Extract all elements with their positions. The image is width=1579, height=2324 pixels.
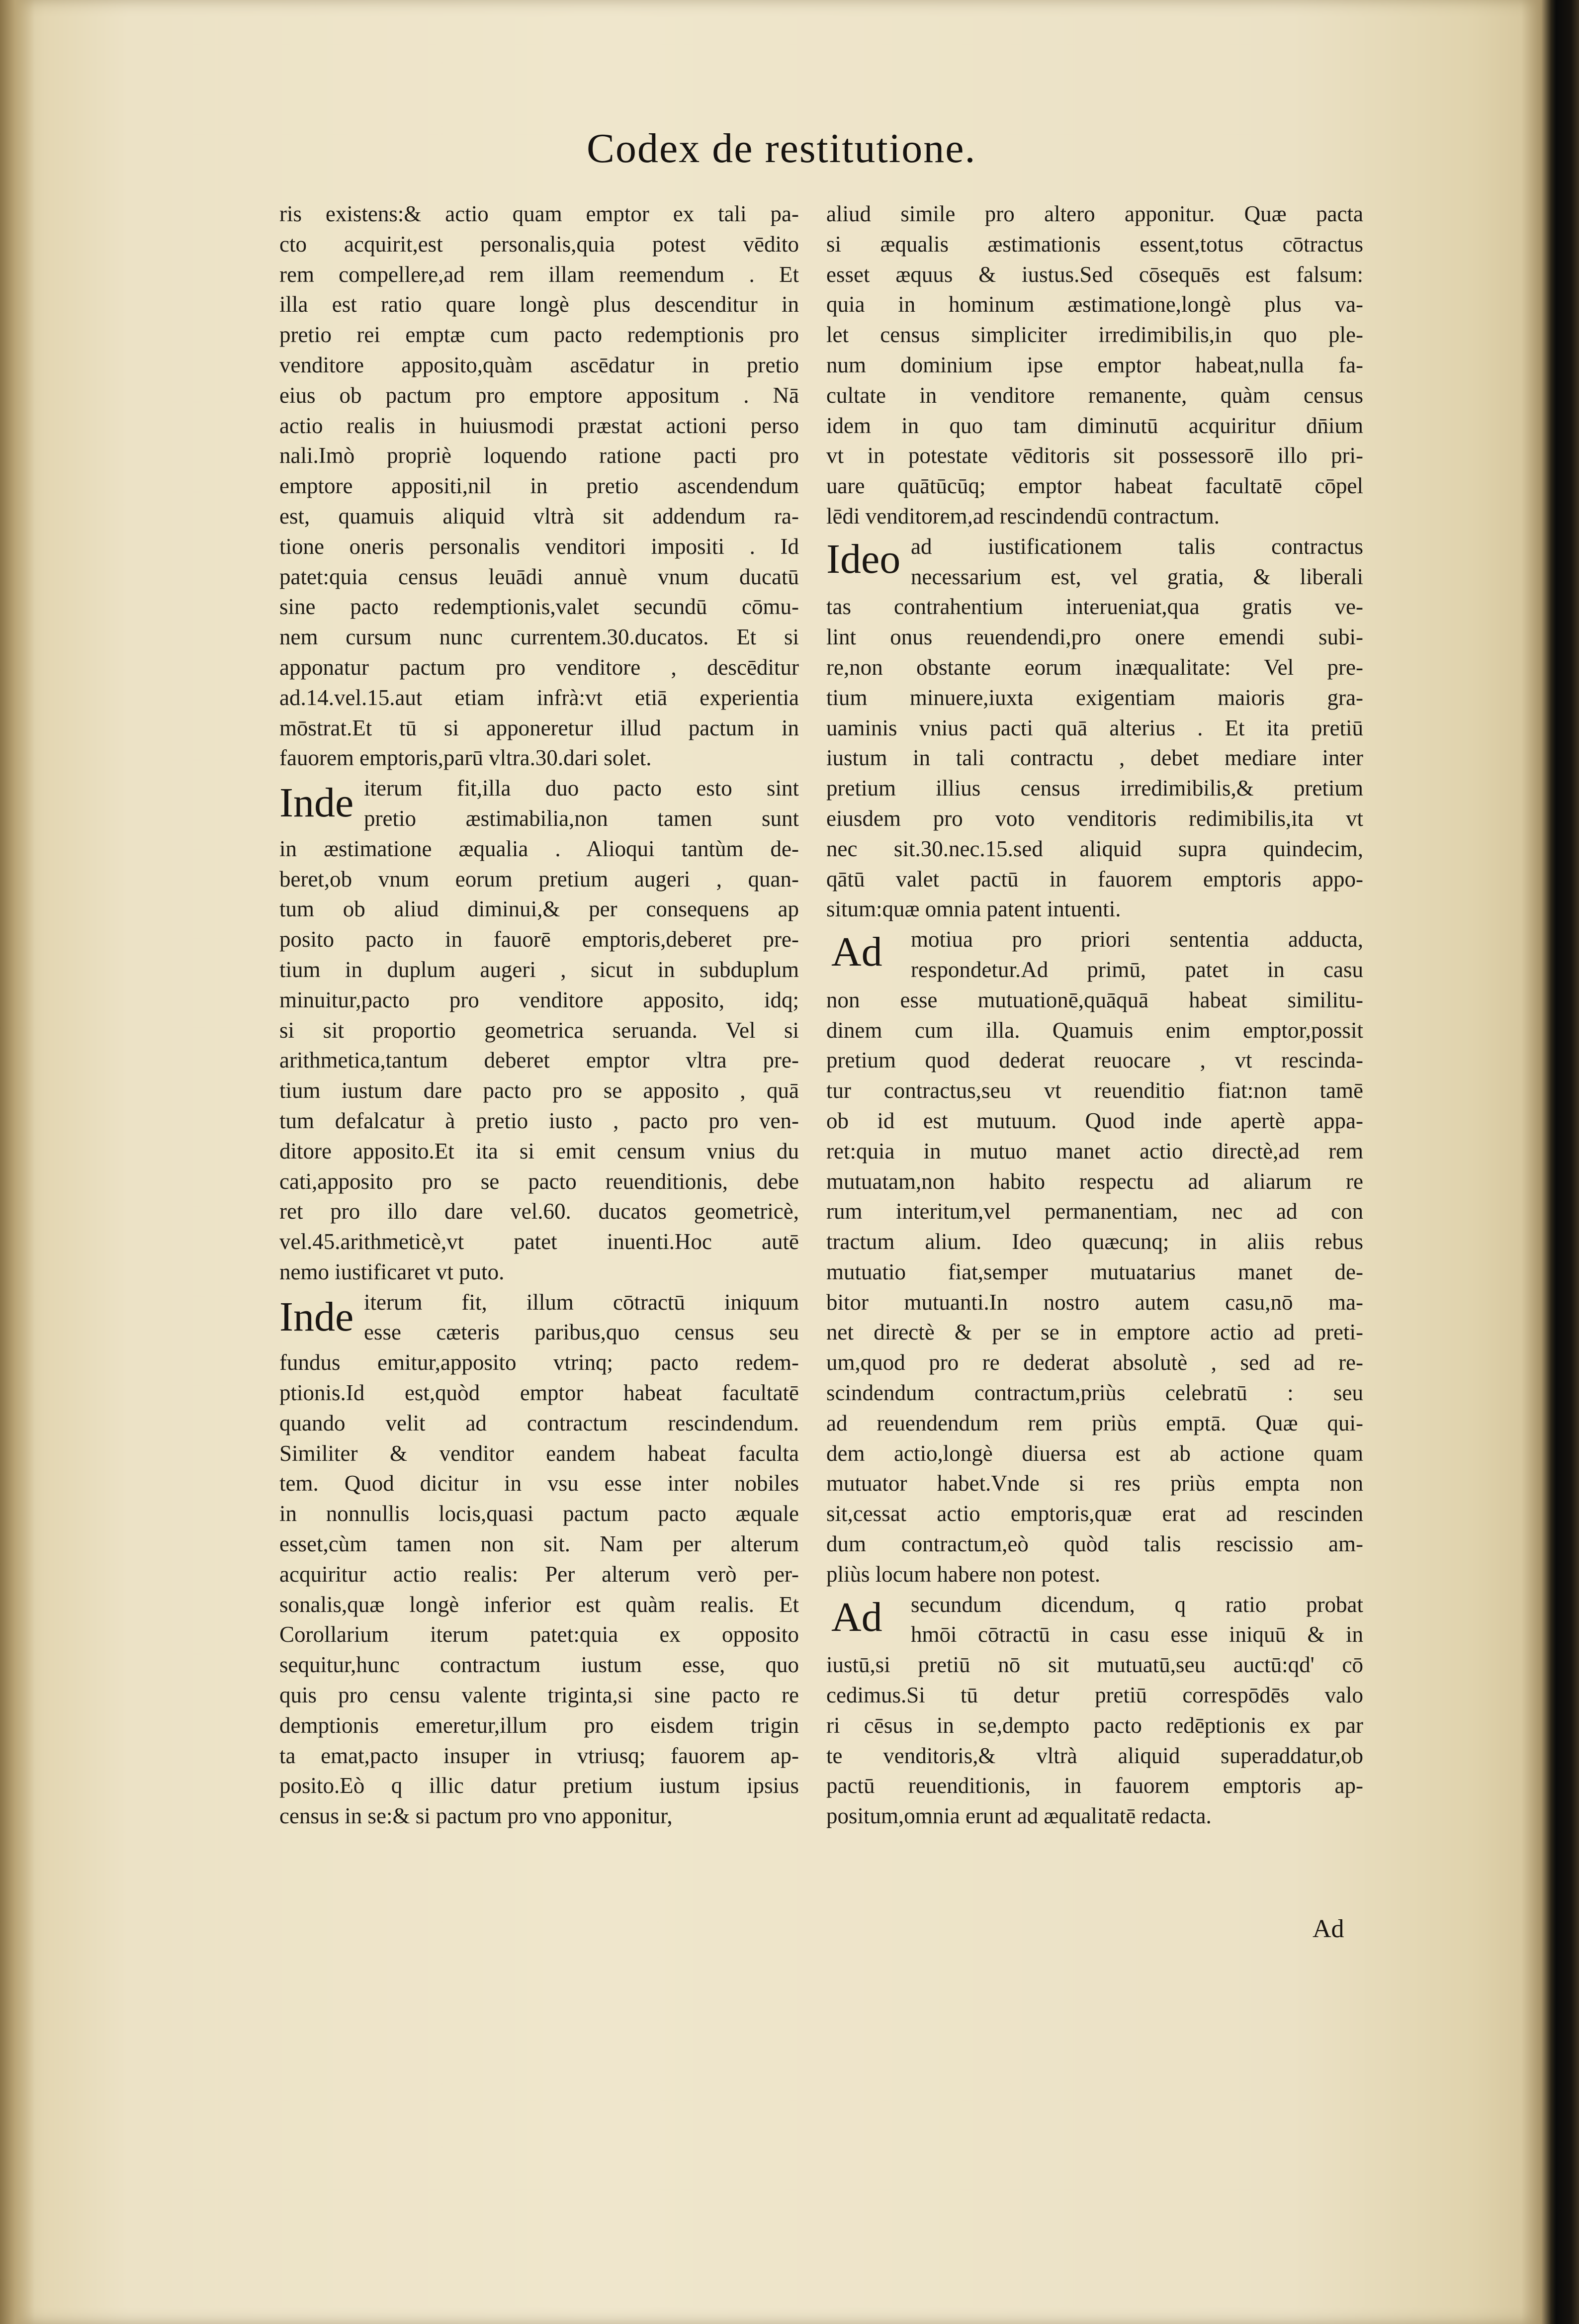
text-line: nemo iustificaret vt puto. [279, 1259, 505, 1284]
text-line: tractum alium. Ideo quæcunq; in aliis rebus [826, 1229, 1363, 1254]
text-line: bitor mutuanti.In nostro autem casu,nō ma- [826, 1289, 1363, 1315]
text-line: cto acquirit,est personalis,quia potest vēdito [279, 231, 799, 257]
right-ad-block-1 [826, 924, 1363, 985]
text-line: patet:quia census leuādi annuè vnum ducatū [279, 564, 799, 589]
text-line: tur contractus,seu vt reuenditio fiat:non tamē [826, 1078, 1363, 1103]
text-line: scindendum contractum,priùs celebratū : seu [826, 1380, 1363, 1406]
text-line: pretium quod dederat reuocare , vt rescinda- [826, 1048, 1363, 1073]
text-line: ret:quia in mutuo manet actio directè,ad rem [826, 1138, 1363, 1163]
text-line: sequitur,hunc contractum iustum esse, quo [279, 1652, 799, 1678]
text-line: pactū reuenditionis, in fauorem emptoris ap- [826, 1773, 1363, 1798]
drop-word-ad-2: Ad [831, 1594, 882, 1640]
text-line: dinem cum illa. Quamuis enim emptor,possit [826, 1017, 1363, 1043]
text-line: quia in hominum æstimatione,longè plus va- [826, 292, 1363, 317]
text-line: est, quamuis aliquid vltrà sit addendum ra- [279, 503, 799, 529]
text-line: iustū,si pretiū nō sit mutuatū,seu auctū:qd' cō [826, 1652, 1363, 1678]
drop-word-ad-1: Ad [831, 929, 882, 976]
text-line: Corollarium iterum patet:quia ex opposito [279, 1622, 799, 1647]
text-line: uaminis vnius pacti quā alterius . Et ita pretiū [826, 715, 1363, 740]
text-line: iustum in tali contractu , debet mediare inter [826, 745, 1363, 771]
text-line: ri cēsus in se,dempto pacto redēptionis ex par [826, 1712, 1363, 1738]
drop-word-ideo: Ideo [826, 536, 901, 582]
text-line: lēdi venditorem,ad rescindendū contractum. [826, 503, 1220, 529]
right-paragraph-1 [826, 199, 1363, 532]
text-line: venditore apposito,quàm ascēdatur in pretio [279, 352, 799, 377]
text-line: respondetur.Ad primū, patet in casu [911, 957, 1363, 982]
text-line: acquiritur actio realis: Per alterum verò per- [279, 1561, 799, 1587]
text-line: idem in quo tam diminutū acquiritur dn̄ium [826, 413, 1363, 438]
text-line: pliùs locum habere non potest. [826, 1561, 1101, 1587]
left-column [279, 199, 799, 1831]
text-line: num dominium ipse emptor habeat,nulla fa- [826, 352, 1363, 377]
text-line: positum,omnia erunt ad æqualitatē redacta. [826, 1803, 1212, 1829]
text-line: ptionis.Id est,quòd emptor habeat facultatē [279, 1380, 799, 1406]
text-line: posito pacto in fauorē emptoris,deberet pre- [279, 927, 799, 952]
text-line: si sit proportio geometrica seruanda. Vel si [279, 1017, 799, 1043]
text-line: nali.Imò propriè loquendo ratione pacti pro [279, 443, 799, 468]
text-line: nem cursum nunc currentem.30.ducatos. Et si [279, 625, 799, 650]
text-line: aliud simile pro altero apponitur. Quæ pacta [826, 201, 1363, 226]
text-line: rum interitum,vel permanentiam, nec ad con [826, 1199, 1363, 1224]
text-line: secundum dicendum, q ratio probat [911, 1592, 1363, 1617]
text-line: mōstrat.Et tū si apponeretur illud pactum in [279, 715, 799, 740]
text-line: ad reuendendum rem priùs emptā. Quæ qui- [826, 1410, 1363, 1435]
text-line: necessarium est, vel gratia, & liberali [911, 564, 1363, 589]
text-line: pretio rei emptæ cum pacto redemptionis pro [279, 322, 799, 348]
text-line: tione oneris personalis venditori impositi . Id [279, 534, 799, 559]
right-ad-block-2 [826, 1590, 1363, 1650]
text-line: iterum fit,illa duo pacto esto sint [364, 776, 799, 801]
text-line: ta emat,pacto insuper in vtriusq; fauorem ap- [279, 1743, 799, 1768]
text-line: quando velit ad contractum rescindendum. [279, 1410, 799, 1435]
text-line: qātū valet pactū in fauorem emptoris appo- [826, 866, 1363, 892]
text-line: motiua pro priori sententia adducta, [911, 927, 1363, 952]
text-line: fauorem emptoris,parū vltra.30.dari solet. [279, 745, 652, 771]
text-line: apponatur pactum pro venditore , descēditur [279, 654, 799, 680]
text-line: mutuatio fiat,semper mutuatarius manet de- [826, 1259, 1363, 1284]
text-line: mutuator habet.Vnde si res priùs empta non [826, 1471, 1363, 1496]
text-line: rem compellere,ad rem illam reemendum . Et [279, 262, 799, 287]
right-column [826, 199, 1363, 1831]
text-line: ret pro illo dare vel.60. ducatos geometricè, [279, 1199, 799, 1224]
drop-word-inde-1: Inde [279, 780, 354, 826]
text-line: ad iustificationem talis contractus [911, 534, 1363, 559]
right-ideo-block [826, 532, 1363, 592]
text-line: cedimus.Si tū detur pretiū correspōdēs valo [826, 1683, 1363, 1708]
text-line: sine pacto redemptionis,valet secundū cōmu- [279, 594, 799, 620]
text-line: census in se:& si pactum pro vno apponitur, [279, 1803, 673, 1829]
text-line: sit,cessat actio emptoris,quæ erat ad rescinden [826, 1501, 1363, 1526]
text-line: nec sit.30.nec.15.sed aliquid supra quindecim, [826, 836, 1363, 861]
text-line: dum contractum,eò quòd talis rescissio am- [826, 1531, 1363, 1557]
text-line: pretio æstimabilia,non tamen sunt [364, 805, 799, 831]
text-line: cati,apposito pro se pacto reuenditionis, debe [279, 1168, 799, 1194]
left-inde-block-2 [279, 1287, 799, 1348]
text-line: situm:quæ omnia patent intuenti. [826, 896, 1121, 922]
text-line: esset æquus & iustus.Sed cōsequēs est falsum: [826, 262, 1363, 287]
text-line: minuitur,pacto pro venditore apposito, idq; [279, 987, 799, 1012]
text-line: vt in potestate vēditoris sit possessorē illo pri- [826, 443, 1363, 468]
text-line: emptore appositi,nil in pretio ascendendum [279, 473, 799, 499]
text-line: ris existens:& actio quam emptor ex tali pa- [279, 201, 799, 226]
text-line: beret,ob vnum eorum pretium augeri , quan- [279, 866, 799, 892]
text-line: actio realis in huiusmodi præstat actioni perso [279, 413, 799, 438]
page-left-edge [0, 0, 35, 2324]
right-paragraph-3 [826, 985, 1363, 1590]
text-line: in æstimatione æqualia . Alioqui tantùm de- [279, 836, 799, 861]
drop-word-inde-2: Inde [279, 1293, 354, 1340]
text-line: fundus emitur,apposito vtrinq; pacto redem- [279, 1350, 799, 1375]
running-header: Codex de restitutione. [587, 125, 976, 172]
text-line: pretium illius census irredimibilis,& pretium [826, 776, 1363, 801]
text-line: illa est ratio quare longè plus descenditur in [279, 292, 799, 317]
next-page-edge [1521, 0, 1579, 2324]
right-paragraph-2 [826, 592, 1363, 924]
left-inde-block-1 [279, 773, 799, 834]
text-line: cultate in venditore remanente, quàm census [826, 382, 1363, 408]
text-line: si æqualis æstimationis essent,totus cōtractus [826, 231, 1363, 257]
text-line: tum ob aliud diminui,& per consequens ap [279, 896, 799, 922]
text-line: let census simpliciter irredimibilis,in quo ple- [826, 322, 1363, 348]
text-line: mutuatam,non habito respectu ad aliarum re [826, 1168, 1363, 1194]
text-line: Similiter & venditor eandem habeat faculta [279, 1440, 799, 1466]
text-line: tium iustum dare pacto pro se apposito , quā [279, 1078, 799, 1103]
text-line: tum defalcatur à pretio iusto , pacto pro ven- [279, 1108, 799, 1133]
text-line: net directè & per se in emptore actio ad preti- [826, 1320, 1363, 1345]
text-line: arithmetica,tantum deberet emptor vltra pre- [279, 1048, 799, 1073]
right-paragraph-4 [826, 1650, 1363, 1831]
text-line: tem. Quod dicitur in vsu esse inter nobiles [279, 1471, 799, 1496]
text-line: ditore apposito.Et ita si emit censum vnius du [279, 1138, 799, 1163]
text-line: dem actio,longè diuersa est ab actione quam [826, 1440, 1363, 1466]
text-line: tas contrahentium interueniat,qua gratis ve- [826, 594, 1363, 620]
text-line: uare quātūcūq; emptor habeat facultatē cōpel [826, 473, 1363, 499]
text-line: iterum fit, illum cōtractū iniquum [364, 1289, 799, 1315]
text-line: non esse mutuationē,quāquā habeat similitu- [826, 987, 1363, 1012]
text-line: vel.45.arithmeticè,vt patet inuenti.Hoc autē [279, 1229, 799, 1254]
text-line: tium in duplum augeri , sicut in subduplum [279, 957, 799, 982]
left-paragraph-2 [279, 834, 799, 1287]
text-line: ob id est mutuum. Quod inde apertè appa- [826, 1108, 1363, 1133]
text-line: in nonnullis locis,quasi pactum pacto æquale [279, 1501, 799, 1526]
text-line: esse cæteris paribus,quo census seu [364, 1320, 799, 1345]
text-line: te venditoris,& vltrà aliquid superaddatur,ob [826, 1743, 1363, 1768]
text-line: quis pro censu valente triginta,si sine pacto re [279, 1683, 799, 1708]
text-line: eiusdem pro voto venditoris redimibilis,ita vt [826, 805, 1363, 831]
text-line: eius ob pactum pro emptore appositum . Nā [279, 382, 799, 408]
text-line: lint onus reuendendi,pro onere emendi subi- [826, 625, 1363, 650]
text-line: esset,cùm tamen non sit. Nam per alterum [279, 1531, 799, 1557]
text-line: re,non obstante eorum inæqualitate: Vel pre- [826, 654, 1363, 680]
text-line: posito.Eò q illic datur pretium iustum ipsius [279, 1773, 799, 1798]
text-line: um,quod pro re dederat absolutè , sed ad re- [826, 1350, 1363, 1375]
text-line: demptionis emeretur,illum pro eisdem trigin [279, 1712, 799, 1738]
text-line: sonalis,quæ longè inferior est quàm realis. Et [279, 1592, 799, 1617]
text-line: hmōi cōtractū in casu esse iniquū & in [911, 1622, 1363, 1647]
left-paragraph-3 [279, 1347, 799, 1831]
text-line: tium minuere,iuxta exigentiam maioris gra- [826, 685, 1363, 710]
catchword: Ad [1313, 1915, 1344, 1943]
left-paragraph-1 [279, 199, 799, 773]
text-line: ad.14.vel.15.aut etiam infrà:vt etiā experientia [279, 685, 799, 710]
